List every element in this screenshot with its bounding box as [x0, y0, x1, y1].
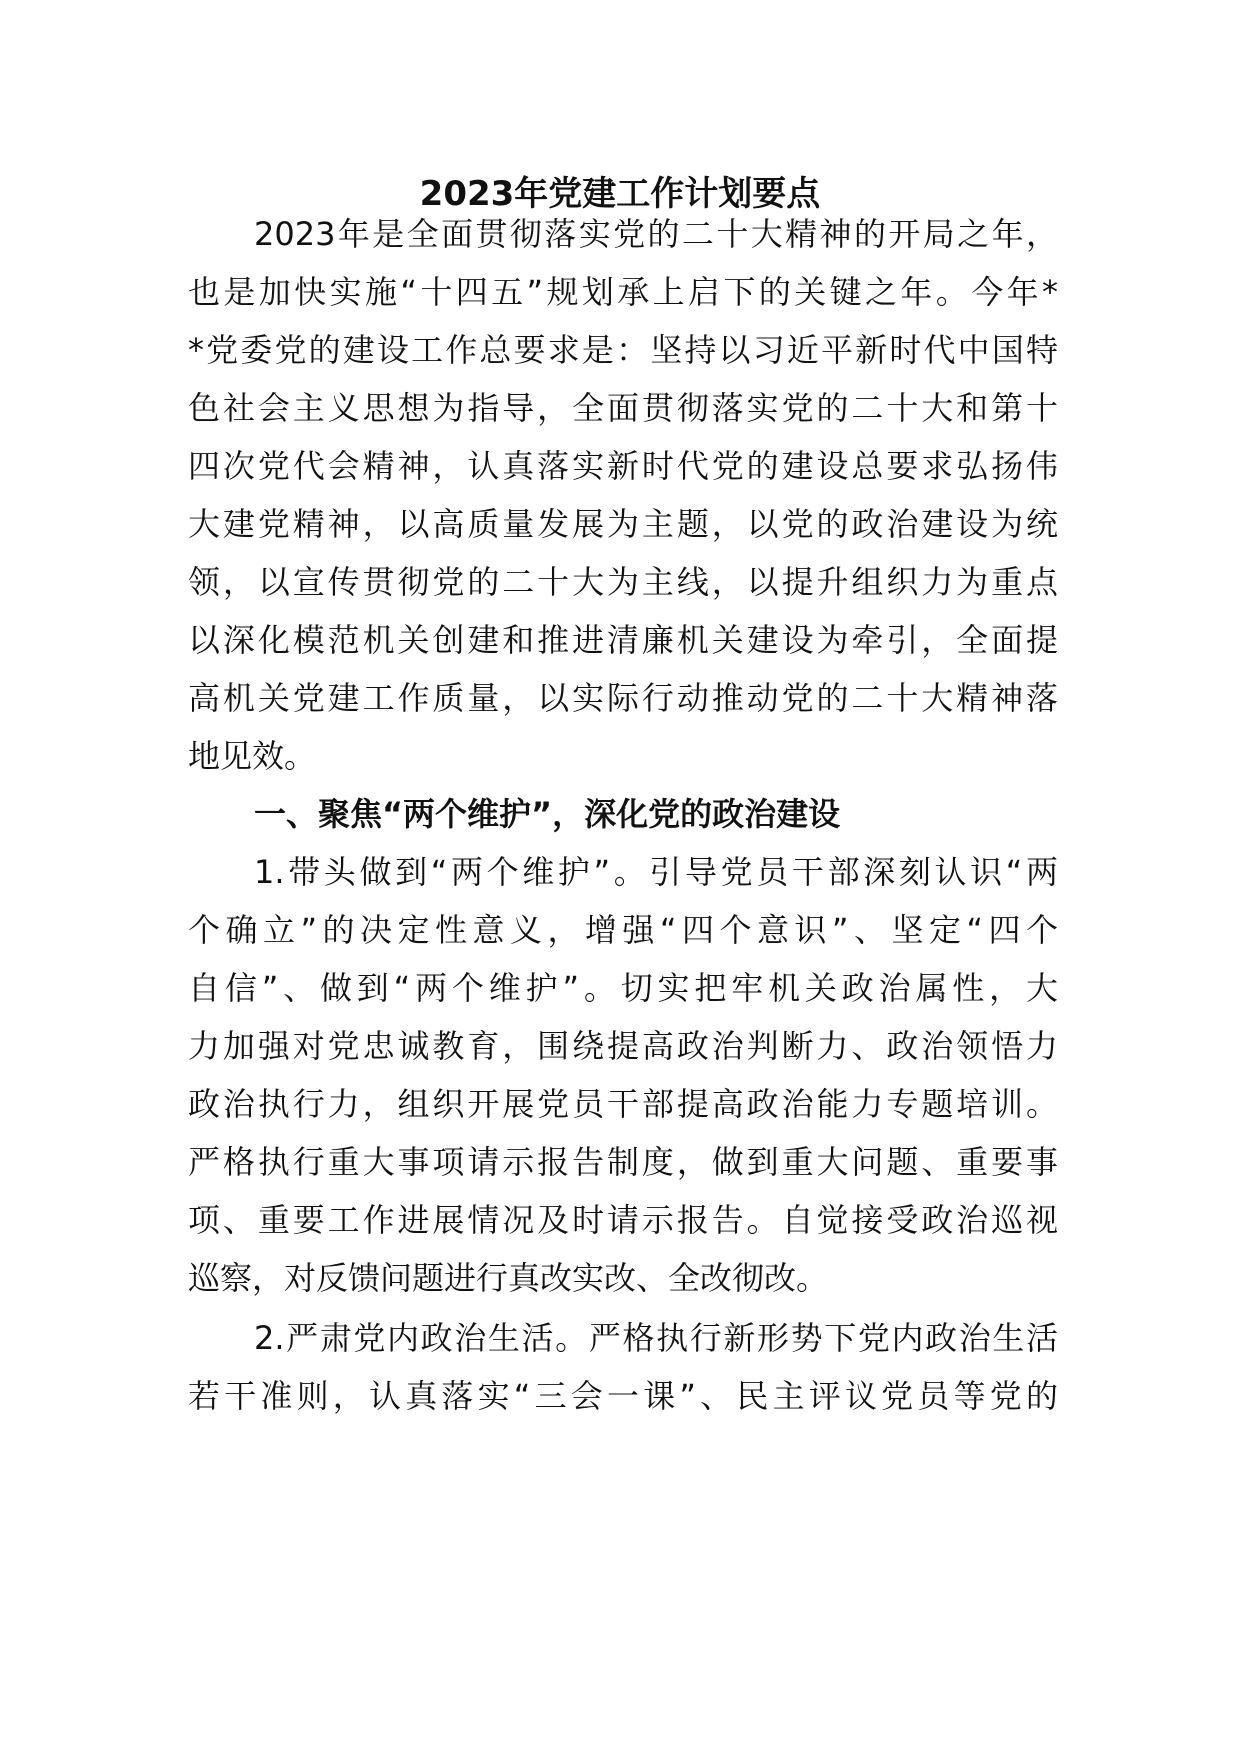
paragraph-line: *党委党的建设工作总要求是：坚持以习近平新时代中国特 [188, 331, 1058, 369]
paragraph-line: 自信”、做到“两个维护”。切实把牢机关政治属性，大 [188, 969, 1058, 1007]
paragraph-line: 领，以宣传贯彻党的二十大为主线，以提升组织力为重点 [188, 563, 1058, 601]
paragraph-line: 以深化模范机关创建和推进清廉机关建设为牵引，全面提 [188, 621, 1058, 659]
document-title: 2023年党建工作计划要点 [419, 174, 821, 214]
paragraph-line: 政治执行力，组织开展党员干部提高政治能力专题培训。 [188, 1085, 1058, 1123]
paragraph-line: 个确立”的决定性意义，增强“四个意识”、坚定“四个 [188, 911, 1058, 949]
paragraph-line: 高机关党建工作质量，以实际行动推动党的二十大精神落 [188, 679, 1058, 717]
paragraph-line: 地见效。 [188, 737, 317, 775]
paragraph-line: 1.带头做到“两个维护”。引导党员干部深刻认识“两 [254, 853, 1058, 891]
paragraph-line: 巡察，对反馈问题进行真改实改、全改彻改。 [188, 1259, 829, 1297]
paragraph-line: 项、重要工作进展情况及时请示报告。自觉接受政治巡视 [188, 1201, 1058, 1239]
paragraph-line: 2.严肃党内政治生活。严格执行新形势下党内政治生活 [254, 1319, 1058, 1357]
paragraph-line: 2023年是全面贯彻落实党的二十大精神的开局之年， [254, 215, 1058, 253]
paragraph-line: 严格执行重大事项请示报告制度，做到重大问题、重要事 [188, 1143, 1058, 1181]
paragraph-line: 若干准则，认真落实“三会一课”、民主评议党员等党的 [188, 1377, 1058, 1415]
paragraph-line: 力加强对党忠诚教育，围绕提高政治判断力、政治领悟力 [188, 1027, 1058, 1065]
paragraph-line: 也是加快实施“十四五”规划承上启下的关键之年。今年* [188, 273, 1058, 311]
section-heading: 一、聚焦“两个维护”，深化党的政治建设 [254, 795, 841, 833]
paragraph-line: 四次党代会精神，认真落实新时代党的建设总要求弘扬伟 [188, 447, 1058, 485]
paragraph-line: 色社会主义思想为指导，全面贯彻落实党的二十大和第十 [188, 389, 1058, 427]
paragraph-line: 大建党精神，以高质量发展为主题，以党的政治建设为统 [188, 505, 1058, 543]
